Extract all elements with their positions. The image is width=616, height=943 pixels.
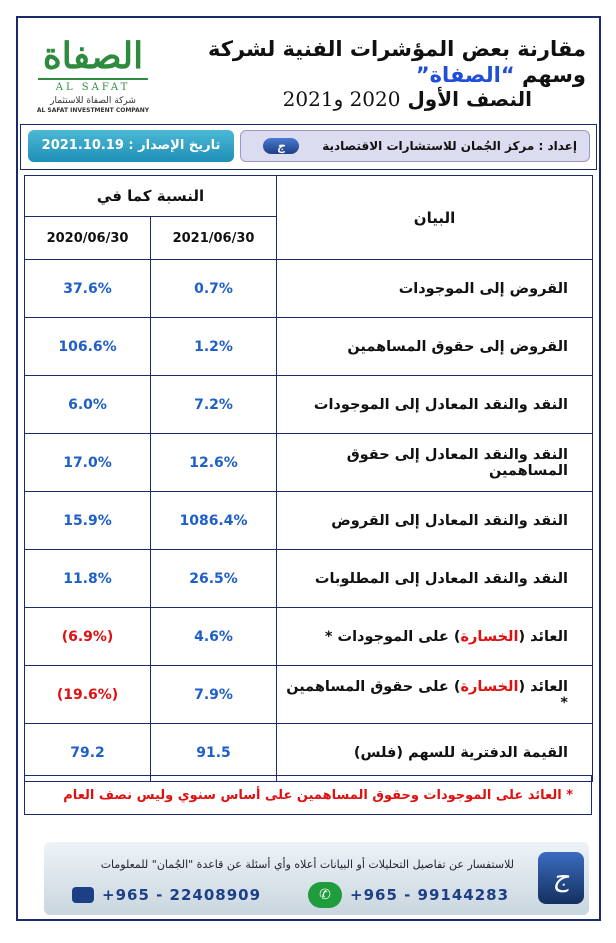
value-2021: 91.5 [151,724,277,782]
value-2020: 106.6% [25,318,151,376]
issue-date-badge: تاريخ الإصدار : 2021.10.19 [28,130,234,162]
subtitle-text: النصف الأول [400,87,532,111]
table-row [25,434,593,492]
whatsapp-icon: ✆ [308,882,342,908]
row-label: النقد والنقد المعادل إلى الموجودات [277,376,593,434]
row-label: القروض إلى الموجودات [277,260,593,318]
value-2020: 37.6% [25,260,151,318]
col-header-2021: 2021/06/30 [151,217,277,260]
row-label-post: ) على حقوق المساهمين * [286,678,569,711]
table-row [25,608,593,666]
phone-icon [72,887,94,903]
value-2020: (19.6%) [25,666,151,724]
row-label: النقد والنقد المعادل إلى حقوق المساهمين [277,434,593,492]
row-label-pre: العائد ( [518,678,569,695]
landline-number[interactable]: +965 - 22408909 [102,886,262,904]
row-label: القروض إلى حقوق المساهمين [277,318,593,376]
footer-text: للاستفسار عن تفاصيل التحليلات أو البيانات أعلاه وأي أسئلة عن قاعدة "الجُمان" للمعلومات [100,858,514,871]
row-label-post: ) على الموجودات * [324,628,461,645]
row-label-loss: الخسارة [460,628,519,645]
value-2021: 4.6% [151,608,277,666]
row-label: النقد والنقد المعادل إلى القروض [277,492,593,550]
row-label: النقد والنقد المعادل إلى المطلوبات [277,550,593,608]
table-row [25,550,593,608]
subtitle-years: 2020 و2021 [282,87,401,111]
contact-footer [44,842,589,915]
page-subtitle [212,86,532,112]
company-logo [28,35,158,114]
jumaan-logo-icon: ج [538,852,584,904]
table-row [25,318,593,376]
indicators-table [24,175,593,782]
logo-english: AL SAFAT [55,82,131,93]
row-label-loss: الخسارة [460,678,519,695]
page-title [166,36,586,88]
value-2020: 79.2 [25,724,151,782]
value-2021: 1086.4% [151,492,277,550]
logo-english-sub: AL SAFAT INVESTMENT COMPANY [36,107,150,114]
value-2021: 7.9% [151,666,277,724]
value-2020: (6.9%) [25,608,151,666]
table-row [25,492,593,550]
row-label-pre: العائد ( [518,628,569,645]
logo-divider [38,78,148,80]
value-2021: 26.5% [151,550,277,608]
row-label [277,608,593,666]
value-2020: 15.9% [25,492,151,550]
row-label: القيمة الدفترية للسهم (فلس) [277,724,593,782]
title-company: “الصفاة” [415,63,515,87]
mobile-number[interactable]: +965 - 99144283 [350,886,510,904]
table-row [25,724,593,782]
ratio-group-header: النسبة كما في [25,176,277,217]
title-text: مقارنة بعض المؤشرات الفنية لشركة وسهم [207,37,586,87]
table-row [25,260,593,318]
value-2020: 17.0% [25,434,151,492]
row-label [277,666,593,724]
label-column-header: البيان [277,176,593,260]
footnote: * العائد على الموجودات وحقوق المساهمين على أساس سنوي وليس نصف العام [24,775,592,815]
prepared-by-text: إعداد : مركز الجُمان للاستشارات الاقتصادية [322,139,577,153]
prepared-by-badge [240,130,590,162]
col-header-2020: 2020/06/30 [25,217,151,260]
table-row [25,666,593,724]
logo-arabic: الصفاة [42,35,144,77]
value-2020: 6.0% [25,376,151,434]
value-2021: 12.6% [151,434,277,492]
table-row [25,376,593,434]
value-2020: 11.8% [25,550,151,608]
value-2021: 7.2% [151,376,277,434]
value-2021: 0.7% [151,260,277,318]
value-2021: 1.2% [151,318,277,376]
jumaan-logo-icon: ج [263,138,299,154]
logo-arabic-sub: شركة الصفاة للاستثمار [50,96,136,106]
